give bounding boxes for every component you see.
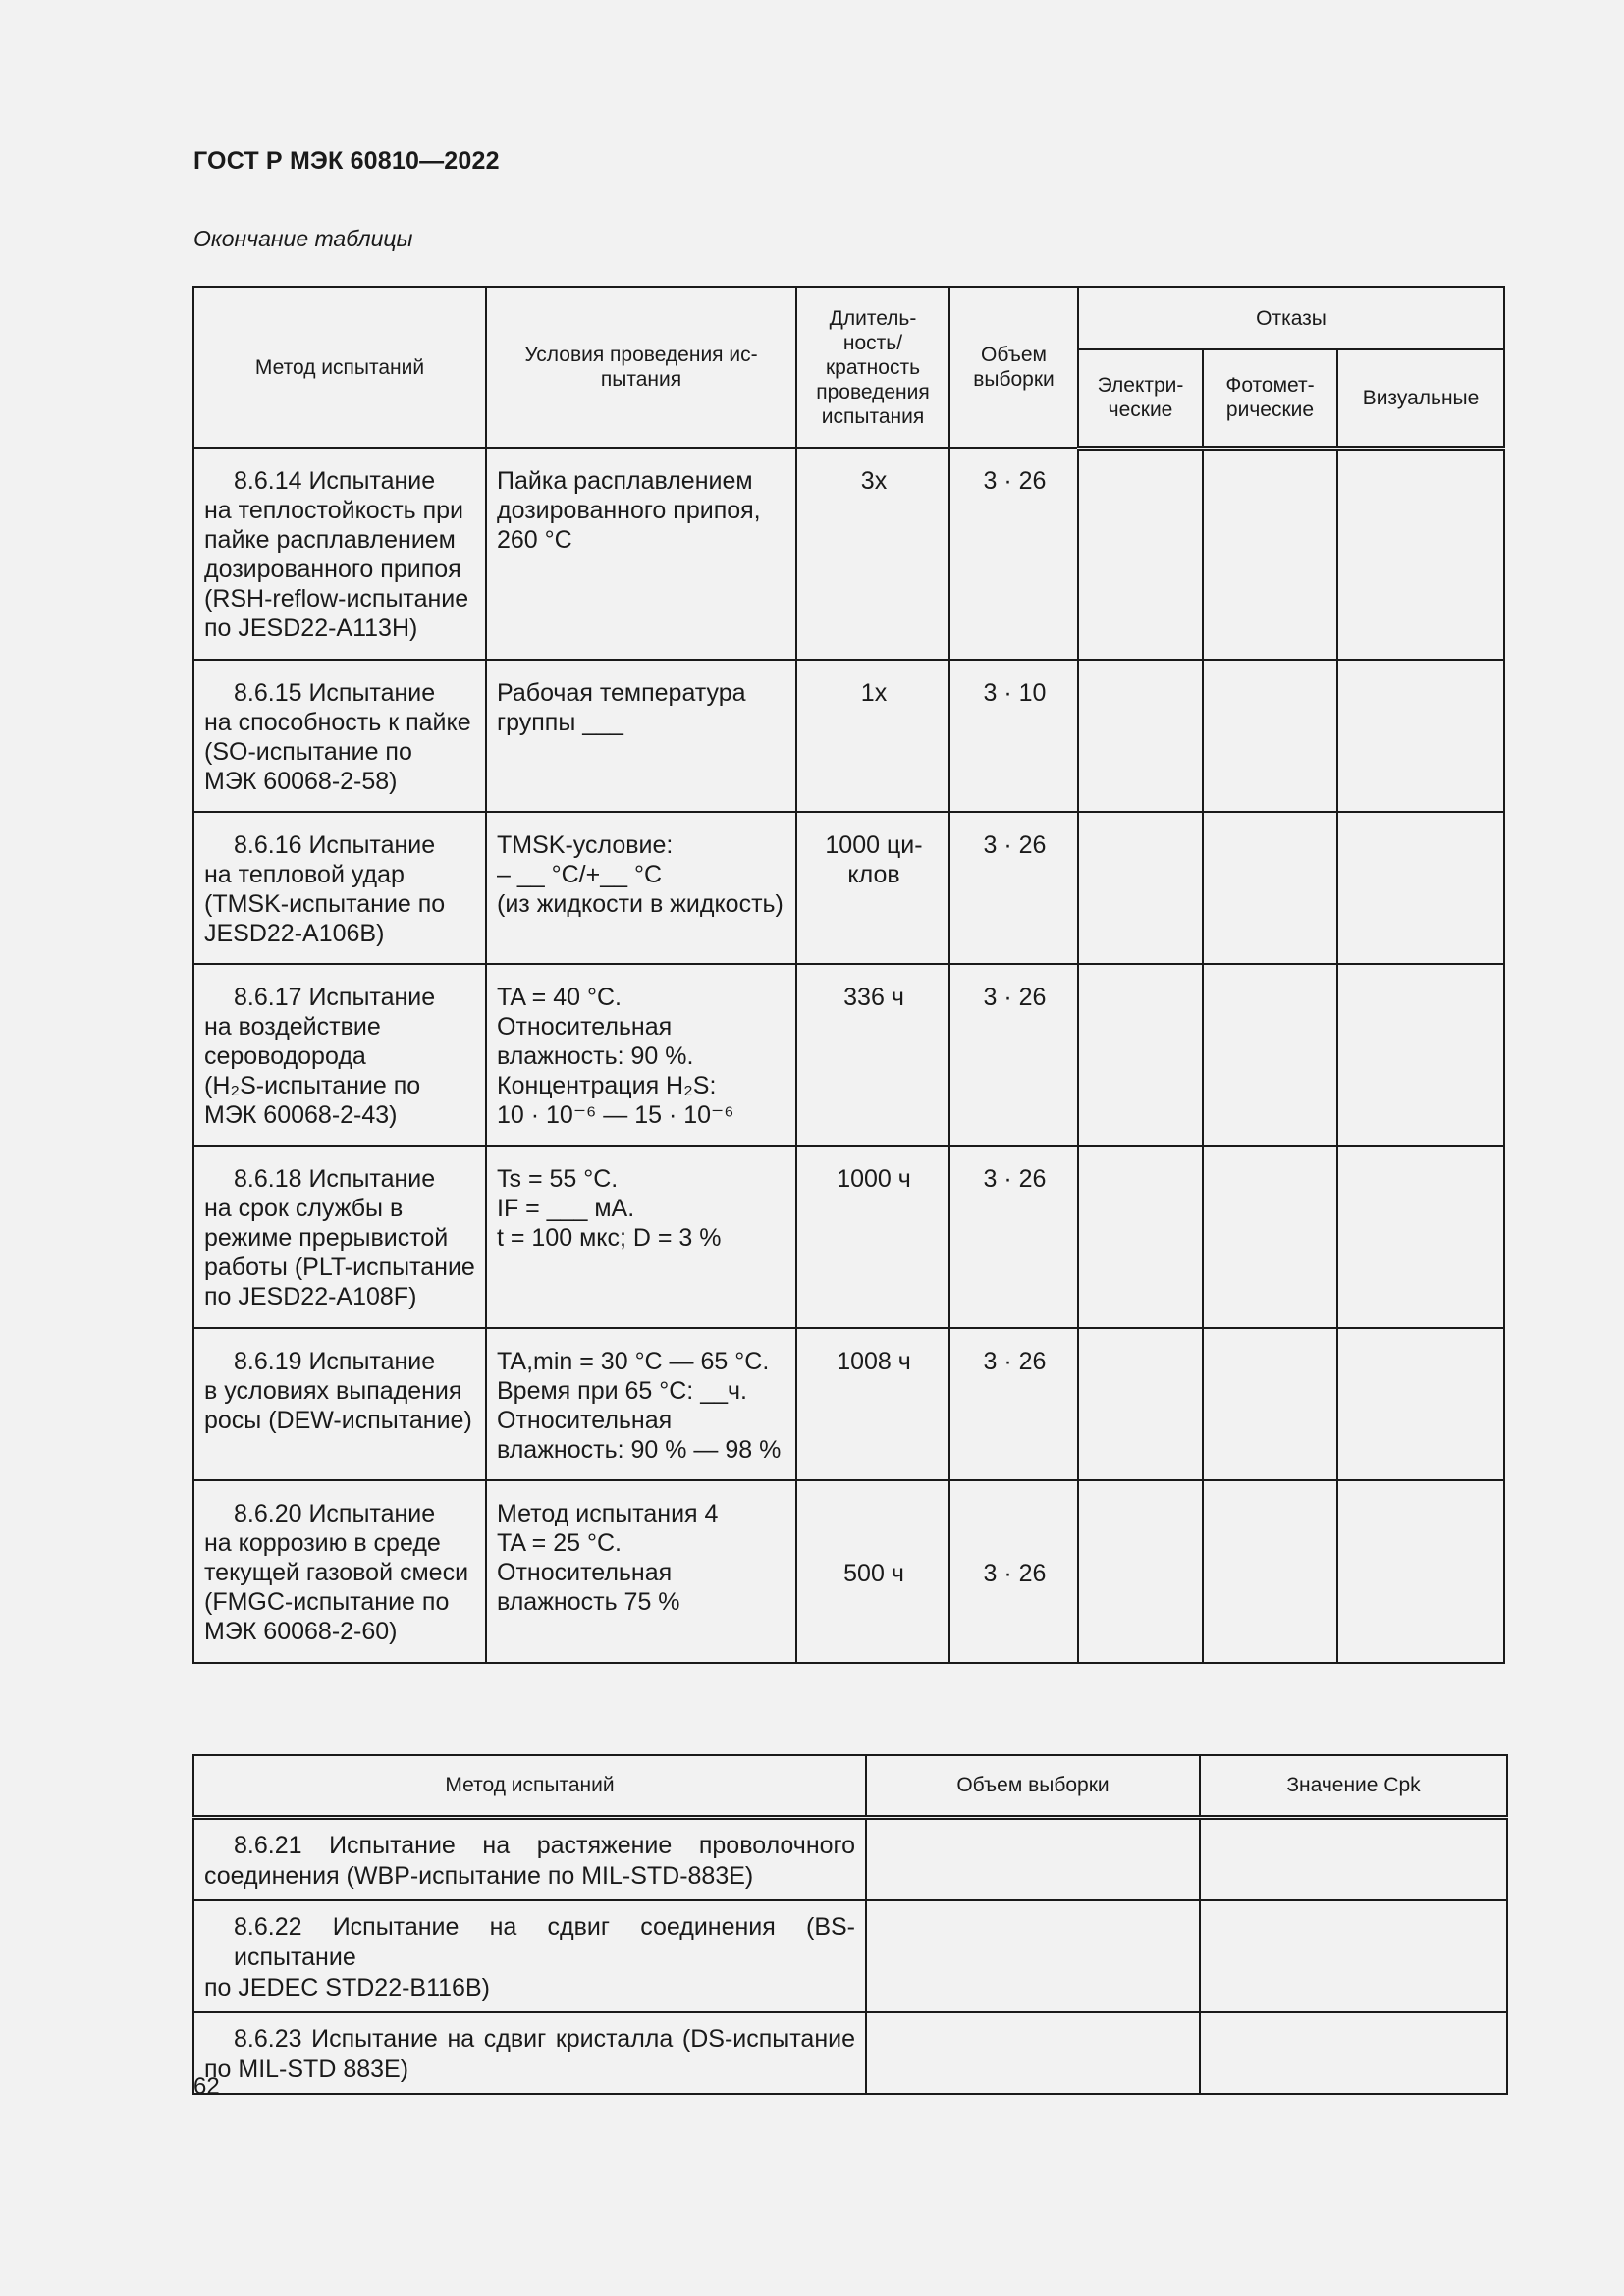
method-text: режиме прерывистой [204, 1224, 449, 1252]
conditions-cell [486, 1480, 796, 1663]
photometric-cell [1203, 812, 1337, 964]
photometric-cell [1203, 964, 1337, 1146]
method-text: пайке расплавлением [204, 526, 456, 554]
condition-text: (из жидкости в жидкость) [497, 890, 784, 918]
method-text: по JESD22-A113H) [204, 614, 418, 642]
duration-cell: 500 ч [796, 1480, 949, 1663]
header-sample-size: Объем выборки [949, 287, 1078, 448]
method-text: на тепловой удар [204, 861, 405, 888]
photometric-cell [1203, 660, 1337, 812]
method-text: МЭК 60068-2-58) [204, 768, 398, 795]
condition-text: Пайка расплавлением [497, 467, 753, 495]
method-text: текущей газовой смеси [204, 1559, 469, 1586]
method-text: на коррозию в среде [204, 1529, 441, 1557]
sample-size-cell: 3 · 26 [949, 812, 1078, 964]
visual-cell [1337, 1328, 1504, 1480]
method-text: по JESD22-A108F) [204, 1283, 417, 1310]
condition-text: влажность: 90 %. [497, 1042, 694, 1070]
sample-size-cell: 3 · 10 [949, 660, 1078, 812]
photometric-cell [1203, 1146, 1337, 1328]
table-row [193, 1146, 1504, 1328]
condition-text: IF = ___ мА. [497, 1195, 635, 1222]
method-cell [193, 1328, 486, 1480]
conditions-cell [486, 448, 796, 660]
table-row [193, 1900, 1507, 2012]
photometric-cell [1203, 448, 1337, 660]
method-cell [193, 2012, 866, 2094]
method-text: дозированного припоя [204, 556, 461, 583]
electrical-cell [1078, 964, 1203, 1146]
duration-cell: 1000 ч [796, 1146, 949, 1328]
visual-cell [1337, 1480, 1504, 1663]
electrical-cell [1078, 448, 1203, 660]
conditions-cell [486, 812, 796, 964]
condition-text: TA = 25 °С. [497, 1529, 622, 1557]
duration-cell: 1008 ч [796, 1328, 949, 1480]
method-text: 8.6.20 Испытание [234, 1500, 436, 1527]
header-duration: Длитель-ность/ кратность проведения испытания [796, 287, 949, 448]
condition-text: TMSK-условие: [497, 831, 674, 859]
conditions-cell [486, 964, 796, 1146]
cpk-cell [1200, 1900, 1507, 2012]
visual-cell [1337, 660, 1504, 812]
visual-cell [1337, 448, 1504, 660]
method-cell [193, 1146, 486, 1328]
duration-cell: 1х [796, 660, 949, 812]
method-text: (H₂S-испытание по [204, 1072, 421, 1099]
method-cell [193, 1818, 866, 1901]
sample-size-cell [866, 1818, 1200, 1901]
electrical-cell [1078, 1328, 1203, 1480]
table-row [193, 448, 1504, 660]
conditions-cell [486, 660, 796, 812]
condition-text: Относительная [497, 1407, 673, 1434]
condition-text: влажность: 90 % — 98 % [497, 1436, 782, 1464]
method-text: 8.6.14 Испытание [234, 467, 436, 495]
method-cell [193, 1480, 486, 1663]
condition-text: Метод испытания 4 [497, 1500, 719, 1527]
method-text: (FMGC-испытание по [204, 1588, 450, 1616]
method-text: (TMSK-испытание по [204, 890, 446, 918]
condition-text: 260 °С [497, 526, 572, 554]
condition-text: TA = 40 °С. [497, 984, 622, 1011]
method-text: 8.6.18 Испытание [234, 1165, 436, 1193]
sample-size-cell: 3 · 26 [949, 1146, 1078, 1328]
method-text: на теплостойкость при [204, 497, 464, 524]
table-row [193, 1328, 1504, 1480]
header-cpk-value: Значение Cpk [1200, 1755, 1507, 1818]
electrical-cell [1078, 660, 1203, 812]
condition-text: Время при 65 °С: __ч. [497, 1377, 747, 1405]
method-text: МЭК 60068-2-43) [204, 1101, 398, 1129]
method-text: 8.6.21 Испытание на растяжение проволочного [234, 1832, 855, 1859]
duration-cell: 336 ч [796, 964, 949, 1146]
photometric-cell [1203, 1328, 1337, 1480]
method-cell [193, 660, 486, 812]
method-text: на срок службы в [204, 1195, 404, 1222]
table-row [193, 1480, 1504, 1663]
method-text: (SO-испытание по [204, 738, 412, 766]
method-cell [193, 1900, 866, 2012]
sample-size-cell: 3 · 26 [949, 964, 1078, 1146]
method-text: (RSH-reflow-испытание [204, 585, 469, 613]
page-number: 62 [193, 2073, 220, 2100]
condition-text: 10 · 10⁻⁶ — 15 · 10⁻⁶ [497, 1101, 734, 1129]
method-text: по MIL-STD 883E) [204, 2056, 409, 2083]
cpk-cell [1200, 1818, 1507, 1901]
header-method: Метод испытаний [193, 287, 486, 448]
condition-text: группы ___ [497, 709, 623, 736]
method-text: 8.6.22 Испытание на сдвиг соединения (BS-испытание [234, 1913, 855, 1971]
condition-text: – __ °С/+__ °С [497, 861, 663, 888]
method-cell [193, 964, 486, 1146]
sample-size-cell: 3 · 26 [949, 1480, 1078, 1663]
header-conditions: Условия проведения ис-пытания [486, 287, 796, 448]
method-text: 8.6.23 Испытание на сдвиг кристалла (DS-испытание [234, 2025, 855, 2053]
method-text: МЭК 60068-2-60) [204, 1618, 398, 1645]
test-methods-table [192, 286, 1505, 1664]
table-row [193, 1818, 1507, 1901]
method-text: росы (DEW-испытание) [204, 1407, 472, 1434]
method-cell [193, 448, 486, 660]
electrical-cell [1078, 812, 1203, 964]
table-row [193, 812, 1504, 964]
method-text: на воздействие [204, 1013, 381, 1041]
method-text: по JEDEC STD22-B116B) [204, 1974, 490, 2002]
condition-text: Концентрация H₂S: [497, 1072, 717, 1099]
method-text: работы (PLT-испытание [204, 1254, 475, 1281]
header-photometric: Фотомет-рические [1203, 349, 1337, 448]
method-text: в условиях выпадения [204, 1377, 462, 1405]
condition-text: t = 100 мкс; D = 3 % [497, 1224, 722, 1252]
method-text: 8.6.17 Испытание [234, 984, 436, 1011]
header-method: Метод испытаний [193, 1755, 866, 1818]
sample-size-cell: 3 · 26 [949, 448, 1078, 660]
visual-cell [1337, 964, 1504, 1146]
duration-cell: 3х [796, 448, 949, 660]
duration-cell: 1000 ци-клов [796, 812, 949, 964]
document-title: ГОСТ Р МЭК 60810—2022 [193, 147, 500, 175]
visual-cell [1337, 1146, 1504, 1328]
header-sample-size: Объем выборки [866, 1755, 1200, 1818]
electrical-cell [1078, 1146, 1203, 1328]
condition-text: Относительная [497, 1559, 673, 1586]
table-row [193, 2012, 1507, 2094]
conditions-cell [486, 1328, 796, 1480]
electrical-cell [1078, 1480, 1203, 1663]
method-text: 8.6.16 Испытание [234, 831, 436, 859]
sample-size-cell [866, 1900, 1200, 2012]
condition-text: Относительная [497, 1013, 673, 1041]
condition-text: дозированного припоя, [497, 497, 761, 524]
table-row [193, 964, 1504, 1146]
conditions-cell [486, 1146, 796, 1328]
method-text: на способность к пайке [204, 709, 471, 736]
header-failures: Отказы [1078, 287, 1504, 349]
photometric-cell [1203, 1480, 1337, 1663]
method-text: 8.6.19 Испытание [234, 1348, 436, 1375]
condition-text: Ts = 55 °С. [497, 1165, 619, 1193]
header-visual: Визуальные [1337, 349, 1504, 448]
sample-size-cell [866, 2012, 1200, 2094]
cpk-cell [1200, 2012, 1507, 2094]
method-text: сероводорода [204, 1042, 366, 1070]
method-text: 8.6.15 Испытание [234, 679, 436, 707]
condition-text: влажность 75 % [497, 1588, 680, 1616]
condition-text: Рабочая температура [497, 679, 746, 707]
visual-cell [1337, 812, 1504, 964]
table-row [193, 660, 1504, 812]
method-cell [193, 812, 486, 964]
sample-size-cell: 3 · 26 [949, 1328, 1078, 1480]
condition-text: TA,min = 30 °С — 65 °С. [497, 1348, 770, 1375]
method-text: JESD22-A106B) [204, 920, 385, 947]
method-text: соединения (WBP-испытание по MIL-STD-883E) [204, 1862, 754, 1890]
header-electrical: Электри-ческие [1078, 349, 1203, 448]
table-caption: Окончание таблицы [193, 226, 413, 251]
bond-tests-table [192, 1754, 1508, 2095]
